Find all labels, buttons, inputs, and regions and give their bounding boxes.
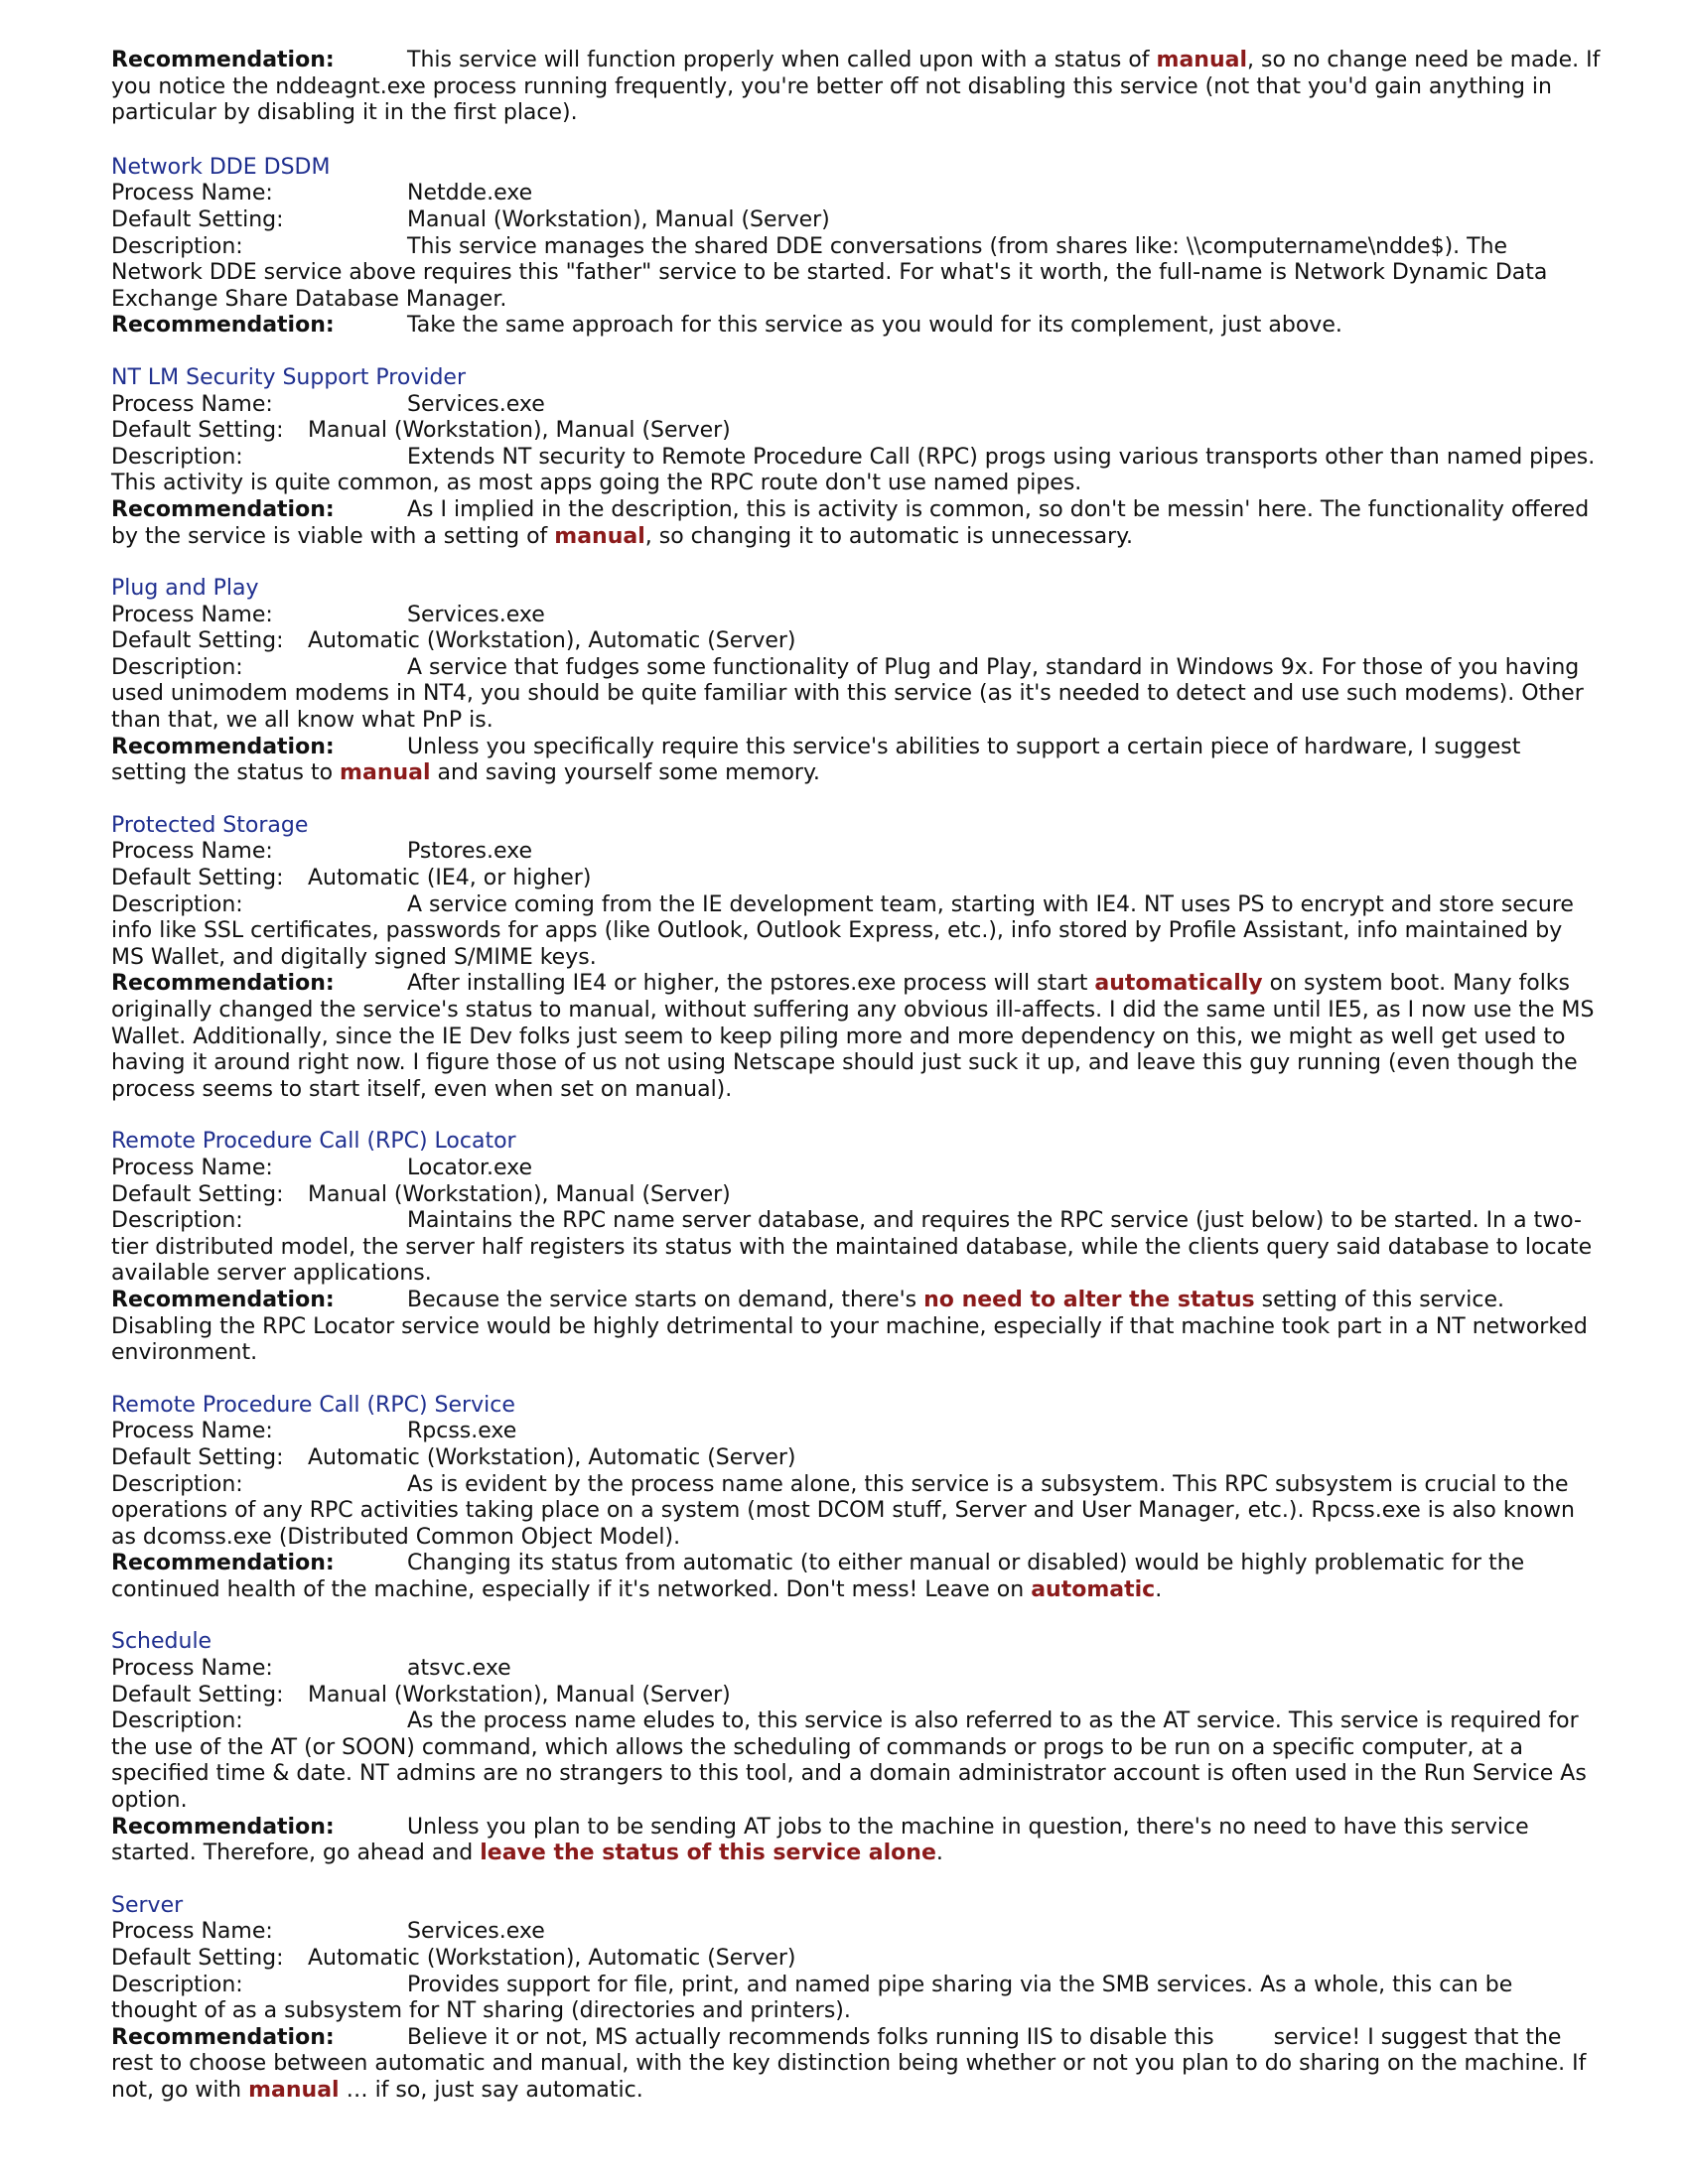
recommendation-label: Recommendation: (111, 313, 335, 339)
recommendation-label: Recommendation: (111, 1551, 335, 1576)
default-row (111, 866, 1601, 892)
highlight: manual (554, 523, 645, 549)
service-title: Network DDE DSDM (111, 154, 331, 180)
default-label: Default Setting: (111, 418, 284, 444)
process-value: Services.exe (407, 391, 545, 417)
process-value: Services.exe (407, 602, 545, 627)
process-value: Locator.exe (407, 1155, 533, 1180)
description-row (111, 1472, 1601, 1552)
default-label: Default Setting: (111, 1946, 284, 1971)
default-row (111, 1445, 1601, 1472)
default-label: Default Setting: (111, 206, 284, 232)
description-label: Description: (111, 1208, 243, 1234)
recommendation-label: Recommendation: (111, 2024, 335, 2050)
recommendation-label: Recommendation: (111, 1814, 335, 1840)
process-label: Process Name: (111, 602, 273, 627)
recommendation-row: Recommendation: Because the service starts on demand, there's no need to alter the status setting of this service. Disabling the RPC Locator service would be highly detrimental to your machine, especially if that machine took part in a NT networked environment. (111, 1287, 1588, 1366)
service-title: NT LM Security Support Provider (111, 364, 466, 390)
default-label: Default Setting: (111, 1181, 284, 1207)
intro-recommendation: Recommendation: This service will function properly when called upon with a status of manual, so no change need be made. If you notice the nddeagnt.exe process running frequently, you're better off not disabling this service (not that you'd gain anything in particular by disabling it in the first place). (111, 48, 1601, 126)
description-label: Description: (111, 654, 243, 680)
service-protected-storage (111, 813, 1601, 1104)
process-label: Process Name: (111, 1919, 273, 1945)
recommendation-row: Recommendation: Believe it or not, MS actually recommends folks running IIS to disable this service! I suggest that the rest to choose between automatic and manual, with the key distinction being whether or not you plan to do sharing on the machine. If not, go with manual … if so, just say automatic. (111, 2024, 1587, 2103)
default-label: Default Setting: (111, 1444, 284, 1470)
process-row (111, 839, 1601, 866)
description-row (111, 1973, 1601, 2025)
description-text: This service manages the shared DDE conversations (from shares like: \\computername\ndde$). The Network DDE service above requires this "father" service to be started. For what's it worth, the full-name is Network Dynamic Data Exchange Share Database Manager. (111, 233, 1548, 312)
highlight: manual (248, 2077, 340, 2103)
service-title: Protected Storage (111, 812, 309, 838)
process-label: Process Name: (111, 181, 273, 206)
recommendation-label: Recommendation: (111, 734, 335, 759)
highlight: manual (1156, 48, 1248, 72)
document-page (111, 48, 1601, 2130)
default-row (111, 207, 1601, 234)
service-network-dde-dsdm (111, 155, 1601, 340)
process-value: Rpcss.exe (407, 1419, 517, 1444)
default-value: Manual (Workstation), Manual (Server) (308, 418, 731, 444)
default-value: Manual (Workstation), Manual (Server) (308, 1682, 731, 1707)
default-value: Automatic (Workstation), Automatic (Server) (308, 1444, 796, 1470)
description-row (111, 892, 1601, 972)
recommendation-text: Take the same approach for this service as you would for its complement, just above. (407, 313, 1342, 339)
process-label: Process Name: (111, 839, 273, 865)
default-value: Manual (Workstation), Manual (Server) (407, 206, 830, 232)
default-value: Automatic (IE4, or higher) (308, 866, 592, 891)
description-label: Description: (111, 1972, 243, 1997)
highlight: leave the status of this service alone (480, 1841, 936, 1866)
default-value: Automatic (Workstation), Automatic (Server) (308, 628, 796, 654)
service-nt-lm-security-support-provider (111, 365, 1601, 550)
description-text: A service coming from the IE development team, starting with IE4. NT uses PS to encrypt and store secure info like SSL certificates, passwords for apps (like Outlook, Outlook Express, etc.), info stored by Profile Assistant, info maintained by MS Wallet, and digitally signed S/MIME keys. (111, 891, 1574, 970)
process-row (111, 1919, 1601, 1946)
default-label: Default Setting: (111, 866, 284, 891)
process-label: Process Name: (111, 391, 273, 417)
process-row (111, 1156, 1601, 1182)
description-label: Description: (111, 891, 243, 917)
description-row (111, 655, 1601, 735)
recommendation-row: Recommendation: Changing its status from automatic (to either manual or disabled) would be highly problematic for the continued health of the machine, especially if it's networked. Don't mess! Leave on automatic. (111, 1551, 1525, 1602)
service-title: Server (111, 1892, 184, 1918)
description-text: Extends NT security to Remote Procedure Call (RPC) progs using various transports other than named pipes. This activity is quite common, as most apps going the RPC route don't use named pipes. (111, 444, 1596, 496)
service-server (111, 1893, 1601, 2105)
process-row (111, 1419, 1601, 1445)
service-title: Remote Procedure Call (RPC) Service (111, 1392, 515, 1418)
recommendation-label: Recommendation: (111, 971, 335, 997)
description-label: Description: (111, 1708, 243, 1734)
description-text: As is evident by the process name alone, this service is a subsystem. This RPC subsystem is crucial to the operations of any RPC activities taking place on a system (most DCOM stuff, Server and User Manager, etc.). Rpcss.exe is also known as dcomss.exe (Distributed Common Object Model). (111, 1471, 1575, 1550)
description-text: Maintains the RPC name server database, and requires the RPC service (just below) to be started. In a two-tier distributed model, the server half registers its status with the maintained database, while the clients query said database to locate available server applications. (111, 1208, 1593, 1287)
process-row (111, 392, 1601, 419)
description-row (111, 234, 1601, 314)
description-label: Description: (111, 444, 243, 470)
default-row (111, 1182, 1601, 1209)
default-value: Automatic (Workstation), Automatic (Server) (308, 1946, 796, 1971)
recommendation-row: Recommendation: After installing IE4 or higher, the pstores.exe process will start automatically on system boot. Many folks originally changed the service's status to manual, without suffering any obvious ill-affects. I did the same until IE5, as I now use the MS Wallet. Additionally, since the IE Dev folks just seem to keep piling more and more dependency on this, we might as well get used to having it around right now. I figure those of us not using Netscape should just suck it up, and leave this guy running (even though the process seems to start itself, even when set on manual). (111, 971, 1595, 1102)
description-text: A service that fudges some functionality of Plug and Play, standard in Windows 9x. For those of you having used unimodem modems in NT4, you should be quite familiar with this service (as it's needed to detect and use such modems). Other than that, we all know what PnP is. (111, 654, 1584, 734)
default-row (111, 1946, 1601, 1973)
default-row (111, 628, 1601, 655)
description-text: As the process name eludes to, this service is also referred to as the AT service. This service is required for the use of the AT (or SOON) command, which allows the scheduling of commands or progs to be run on a specific computer, at a specified time & date. NT admins are no strangers to this tool, and a domain administrator account is often used in the Run Service As option. (111, 1708, 1587, 1814)
default-label: Default Setting: (111, 628, 284, 654)
service-rpc-locator (111, 1129, 1601, 1366)
process-row (111, 1656, 1601, 1683)
process-row (111, 603, 1601, 629)
description-row (111, 1708, 1601, 1814)
process-row (111, 181, 1601, 207)
description-label: Description: (111, 233, 243, 259)
service-plug-and-play (111, 576, 1601, 787)
default-row (111, 418, 1601, 445)
highlight: no need to alter the status (923, 1287, 1255, 1312)
process-label: Process Name: (111, 1155, 273, 1180)
process-value: Netdde.exe (407, 181, 533, 206)
description-label: Description: (111, 1471, 243, 1497)
recommendation-row (111, 313, 1601, 340)
default-row (111, 1683, 1601, 1709)
highlight: automatically (1094, 971, 1263, 997)
recommendation-row: Recommendation: Unless you specifically require this service's abilities to support a certain piece of hardware, I suggest setting the status to manual and saving yourself some memory. (111, 734, 1521, 786)
highlight: manual (340, 760, 431, 786)
default-value: Manual (Workstation), Manual (Server) (308, 1181, 731, 1207)
recommendation-label: Recommendation: (111, 1287, 335, 1312)
process-value: Pstores.exe (407, 839, 533, 865)
highlight: automatic (1031, 1576, 1156, 1602)
recommendation-label: Recommendation: (111, 496, 335, 522)
description-row (111, 445, 1601, 497)
process-value: Services.exe (407, 1919, 545, 1945)
service-title: Schedule (111, 1629, 212, 1655)
description-row (111, 1208, 1601, 1288)
process-value: atsvc.exe (407, 1656, 511, 1682)
recommendation-label: Recommendation: (111, 48, 335, 72)
default-label: Default Setting: (111, 1682, 284, 1707)
service-title: Plug and Play (111, 576, 259, 602)
process-label: Process Name: (111, 1419, 273, 1444)
recommendation-row: Recommendation: Unless you plan to be sending AT jobs to the machine in question, there's no need to have this service started. Therefore, go ahead and leave the status of this service alone. (111, 1814, 1529, 1866)
process-label: Process Name: (111, 1656, 273, 1682)
description-text: Provides support for file, print, and named pipe sharing via the SMB services. As a whole, this can be thought of as a subsystem for NT sharing (directories and printers). (111, 1972, 1513, 2024)
service-rpc-service (111, 1393, 1601, 1604)
recommendation-row: Recommendation: As I implied in the description, this is activity is common, so don't be messin' here. The functionality offered by the service is viable with a setting of manual, so changing it to automatic is unnecessary. (111, 496, 1590, 549)
service-schedule (111, 1629, 1601, 1866)
service-title: Remote Procedure Call (RPC) Locator (111, 1129, 516, 1155)
